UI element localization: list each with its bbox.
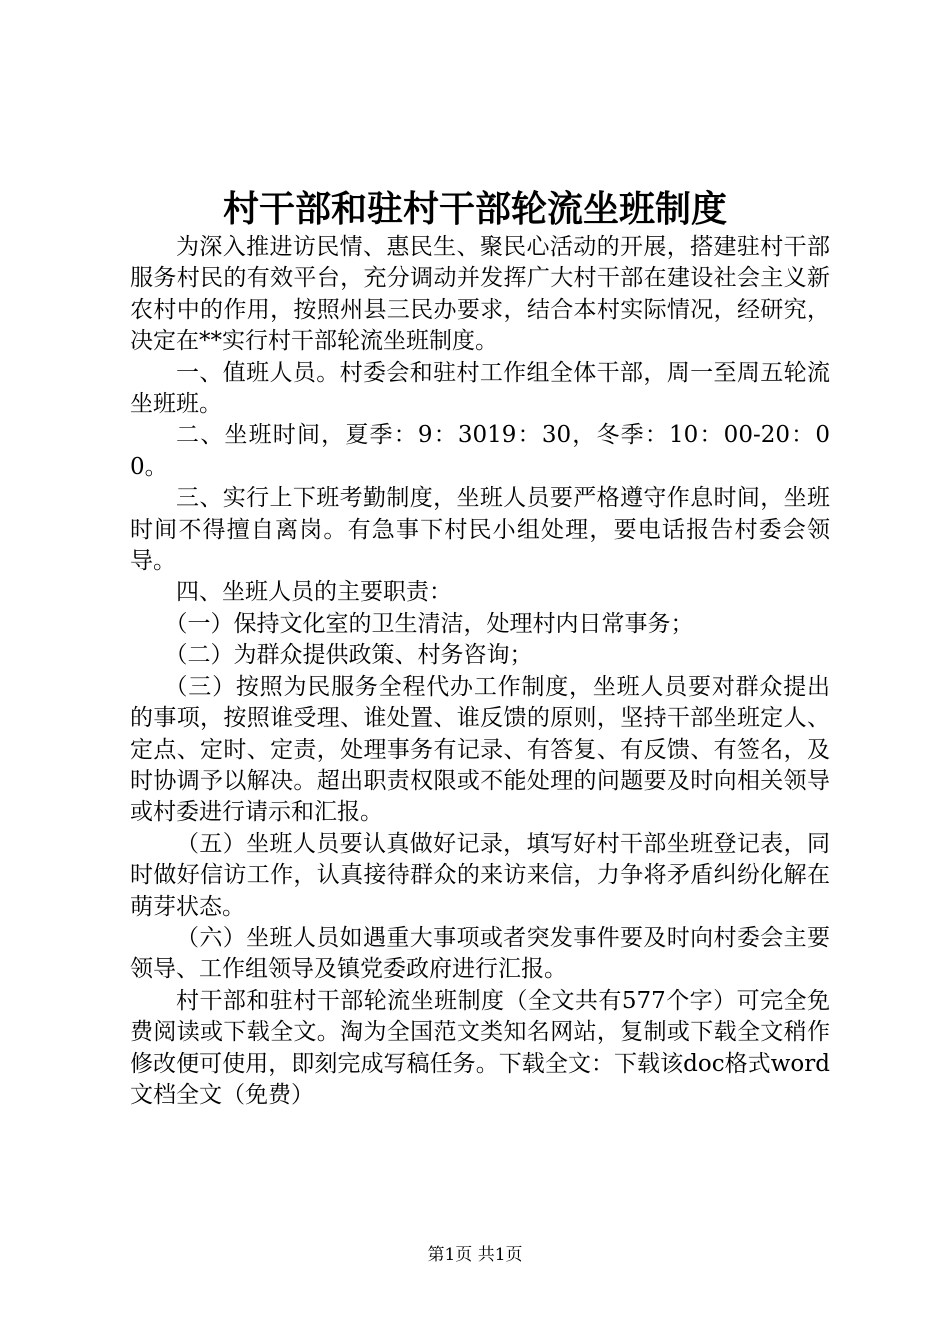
paragraph-duty-3: （三）按照为民服务全程代办工作制度，坐班人员要对群众提出的事项，按照谁受理、谁处置、谁反馈的原则，坚持干部坐班定人、定点、定时、定责，处理事务有记录、有答复、有反馈、有签名，及时协调予以解决。超出职责权限或不能处理的问题要及时向相关领导或村委进行请示和汇报。 [130, 673, 830, 826]
paragraph-download-note: 村干部和驻村干部轮流坐班制度（全文共有577个字）可完全免费阅读或下载全文。淘为全国范文类知名网站，复制或下载全文稍作修改便可使用，即刻完成写稿任务。下载全文：下载该doc格式word文档全文（免费） [130, 987, 830, 1108]
paragraph-duty-2: （二）为群众提供政策、村务咨询； [164, 642, 533, 669]
paragraph-section-1: 一、值班人员。村委会和驻村工作组全体干部，周一至周五轮流坐班班。 [130, 359, 830, 418]
paragraph-intro: 为深入推进访民情、惠民生、聚民心活动的开展，搭建驻村干部服务村民的有效平台，充分调动并发挥广大村干部在建设社会主义新农村中的作用，按照州县三民办要求，结合本村实际情况，经研究，决定在**实行村干部轮流坐班制度。 [130, 234, 830, 355]
paragraph-section-4: 四、坐班人员的主要职责： [176, 579, 452, 606]
document-title: 村干部和驻村干部轮流坐班制度 [222, 188, 727, 230]
paragraph-duty-5: （五）坐班人员要认真做好记录，填写好村干部坐班登记表，同时做好信访工作，认真接待群众的来访来信，力争将矛盾纠纷化解在萌芽状态。 [130, 830, 830, 920]
page-footer: 第1页 共1页 [427, 1245, 523, 1265]
document-body [130, 232, 830, 1111]
paragraph-section-3: 三、实行上下班考勤制度，坐班人员要严格遵守作息时间，坐班时间不得擅自离岗。有急事下村民小组处理，要电话报告村委会领导。 [130, 485, 830, 575]
paragraph-duty-1: （一）保持文化室的卫生清洁，处理村内日常事务； [164, 610, 694, 637]
paragraph-duty-6: （六）坐班人员如遇重大事项或者突发事件要及时向村委会主要领导、工作组领导及镇党委政府进行汇报。 [130, 924, 830, 983]
paragraph-section-2: 二、坐班时间，夏季：9：3019：30，冬季：10：00-20：00。 [130, 422, 830, 480]
